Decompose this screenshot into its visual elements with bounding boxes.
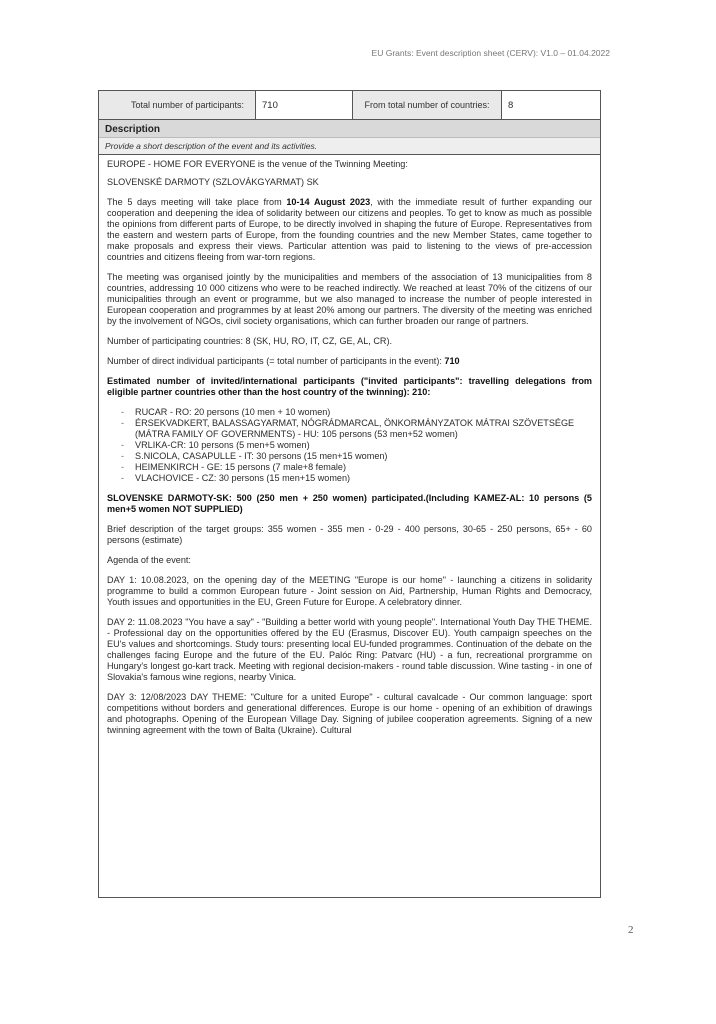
paragraph-target-groups: Brief description of the target groups: 355 women - 355 men - 0-29 - 400 persons, 30-65 - 250 persons, 65+ - 60 persons (estimate): [107, 524, 592, 545]
intro-line-2: SLOVENSKÉ DARMOTY (SZLOVÁKGYARMAT) SK: [107, 177, 319, 187]
total-participants-label: Total number of participants:: [131, 100, 245, 110]
total-participants-value: 710: [255, 91, 353, 119]
list-item: - ÉRSEKVADKERT, BALASSAGYARMAT, NÓGRÁDMARCAL, ÖNKORMÁNYZATOK MÁTRAI SZÖVETSÉGE (MÁTRA FAMILY OF GOVERNMENTS) - HU: 105 persons (53 men+52 women): [127, 418, 592, 440]
participants-row: [99, 91, 600, 120]
paragraph-host-participants: [107, 493, 592, 515]
meeting-dates: 10-14 August 2023: [286, 197, 371, 207]
event-description-form: [98, 90, 601, 898]
description-title: Description: [105, 124, 161, 135]
page-number: 2: [628, 924, 634, 936]
paragraph-meeting-dates: [107, 197, 592, 263]
agenda-day-1: DAY 1: 10.08.2023, on the opening day of the MEETING "Europe is our home" - launching a citizens in solidarity programme to build a common European future - Joint session on Aid, Partnership, Human Rights and Democracy, Youth issues and opportunities in the EU, Green Future for Europe. A celebratory dinner.: [107, 575, 592, 607]
p1-text-b: , with the immediate result of further expanding our cooperation and deepening the idea of solidarity between our citizens and peoples. To get to know as much as possible the opinions from different parts of Europe, to be directly involved in shaping the future of Europe. Representatives from the eastern and western parts of Europe, from the founding countries and the new Member States, came together to make proposals and express their views. Particular attention was paid to listening to the views of pre-accession countries and citizens fleeing from war-torn regions.: [107, 197, 592, 262]
p1-text-a: The 5 days meeting will take place from: [107, 197, 287, 207]
list-item: - VLACHOVICE - CZ: 30 persons (15 men+15 women): [127, 473, 592, 484]
intro-line-1: EUROPE - HOME FOR EVERYONE is the venue of the Twinning Meeting:: [107, 159, 408, 169]
paragraph-direct-participants: [107, 356, 592, 367]
invited-participants-text: Estimated number of invited/international participants ("invited participants": travelling delegations from eligible partner countries other than the host country of the twinning): 210:: [107, 376, 592, 397]
total-countries-value: 8: [501, 91, 600, 119]
document-reference: EU Grants: Event description sheet (CERV): V1.0 – 01.04.2022: [371, 48, 610, 58]
list-item: - VRLIKA-CR: 10 persons (5 men+5 women): [127, 440, 592, 451]
list-item: - S.NICOLA, CASAPULLE - IT: 30 persons (15 men+15 women): [127, 451, 592, 462]
paragraph-organisation: The meeting was organised jointly by the municipalities and members of the association of 13 municipalities from 8 countries, addressing 10 000 citizens who were to be reached indirectly. We reached at least 70% of the citizens of our municipalities through an event or programme, but we also managed to increase the number of people interested in European cooperation and programmes by at least 20% among our partners. The diversity of the meeting was enriched by the involvement of NGOs, civil society organisations, which can further broaden our range of partners.: [107, 272, 592, 326]
host-participants-text: SLOVENSKE DARMOTY-SK: 500 (250 men + 250 women) participated.(Including KAMEZ-AL: 10 persons (5 men+5 women NOT SUPPLIED): [107, 493, 592, 514]
agenda-heading: Agenda of the event:: [107, 555, 191, 565]
list-item: - RUCAR - RO: 20 persons (10 men + 10 women): [127, 407, 592, 418]
paragraph-countries: Number of participating countries: 8 (SK, HU, RO, IT, CZ, GE, AL, CR).: [107, 336, 393, 346]
description-content: [99, 155, 600, 736]
total-countries-label: From total number of countries:: [364, 100, 490, 110]
list-item: - HEIMENKIRCH - GE: 15 persons (7 male+8 female): [127, 462, 592, 473]
agenda-day-2: DAY 2: 11.08.2023 "You have a say" - "Building a better world with young people". International Youth Day THE THEME. - Professional day on the opportunities offered by the EU (Erasmus, Discover EU). Youth campaign speeches on the EU's values and shortcomings. Study tours: presenting local EU-funded programmes. Continuation of the debate on the challenges facing Europe and the future of the EU. Palóc Ring: Patvarc (HU) - a fun, recreational prorgramme on Hungary's longest go-kart track. Meeting with regional decision-makers - round table discussion. Wine tasting - in one of Slovakia's famous wine regions, nearby Vinica.: [107, 617, 592, 682]
paragraph-invited-participants: [107, 376, 592, 398]
description-hint: Provide a short description of the event and its activities.: [99, 138, 600, 155]
agenda-day-3: DAY 3: 12/08/2023 DAY THEME: "Culture for a united Europe" - cultural cavalcade - Our common language: sport competitions without borders and generational differences. Europe is our home - opening of an exhibition of drawings and photographs. Opening of the European Village Day. Signing of jubilee cooperation agreements. Signing of a new twinning agreement with the town of Balta (Ukraine). Cultural: [107, 692, 592, 735]
p4-text: Number of direct individual participants (= total number of participants in the event):: [107, 356, 445, 366]
description-header: [99, 120, 600, 138]
partner-list: [107, 407, 592, 484]
direct-participants-value: 710: [444, 356, 460, 366]
